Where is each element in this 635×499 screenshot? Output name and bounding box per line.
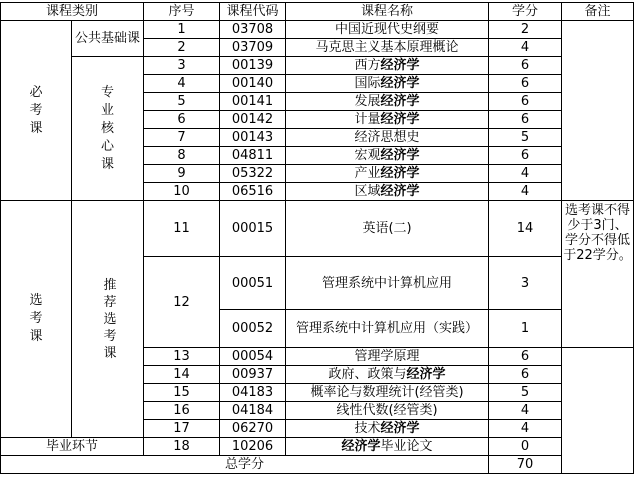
cell-name: 英语(二): [286, 201, 489, 257]
cell-credit: 5: [489, 384, 562, 402]
header-name: 课程名称: [286, 3, 489, 21]
table-row: [1, 438, 634, 456]
cell-credit: 6: [489, 348, 562, 366]
cell-name: 线性代数(经管类): [286, 402, 489, 420]
cell-credit: 6: [489, 75, 562, 93]
cell-credit: 0: [489, 438, 562, 456]
total-label: 总学分: [1, 456, 489, 474]
cell-credit: 4: [489, 165, 562, 183]
cell-no: 10: [144, 183, 220, 201]
cell-name: 政府、政策与经济学: [286, 366, 489, 384]
group-public-basic: 公共基础课: [72, 21, 144, 57]
cell-no: 9: [144, 165, 220, 183]
cell-name: 产业经济学: [286, 165, 489, 183]
cell-name: 马克思主义基本原理概论: [286, 39, 489, 57]
cell-code: 00139: [220, 57, 286, 75]
cell-no: 13: [144, 348, 220, 366]
cell-code: 00054: [220, 348, 286, 366]
cell-no: 7: [144, 129, 220, 147]
cell-credit: 6: [489, 93, 562, 111]
cell-name: 管理系统中计算机应用: [286, 257, 489, 310]
cell-name: 经济学毕业论文: [286, 438, 489, 456]
cell-credit: 2: [489, 21, 562, 39]
cell-code: 03709: [220, 39, 286, 57]
group-graduation: 毕业环节: [1, 438, 144, 456]
cell-name: 发展经济学: [286, 93, 489, 111]
cell-code: 00937: [220, 366, 286, 384]
cell-code: 04811: [220, 147, 286, 165]
header-no: 序号: [144, 3, 220, 21]
cell-code: 03708: [220, 21, 286, 39]
cell-name: 国际经济学: [286, 75, 489, 93]
group-required: 必考课: [1, 21, 72, 201]
table-row: [1, 21, 634, 39]
curriculum-table: [0, 2, 634, 474]
cell-name: 计量经济学: [286, 111, 489, 129]
cell-no: 4: [144, 75, 220, 93]
cell-name: 西方经济学: [286, 57, 489, 75]
cell-name: 概率论与数理统计(经管类): [286, 384, 489, 402]
header-remark: 备注: [562, 3, 634, 21]
cell-credit: 6: [489, 111, 562, 129]
cell-no: 8: [144, 147, 220, 165]
header-category: 课程类别: [1, 3, 144, 21]
total-value: 70: [489, 456, 562, 474]
total-row: [1, 456, 634, 474]
cell-code: 00015: [220, 201, 286, 257]
cell-no: 11: [144, 201, 220, 257]
cell-credit: 4: [489, 420, 562, 438]
cell-credit: 6: [489, 366, 562, 384]
cell-no: 12: [144, 257, 220, 348]
cell-no: 16: [144, 402, 220, 420]
cell-code: 00141: [220, 93, 286, 111]
cell-name: 区域经济学: [286, 183, 489, 201]
cell-credit: 4: [489, 402, 562, 420]
cell-no: 14: [144, 366, 220, 384]
cell-code: 10206: [220, 438, 286, 456]
header-row: [1, 3, 634, 21]
cell-no: 2: [144, 39, 220, 57]
group-recommended: 推荐选考课: [72, 201, 144, 438]
cell-no: 6: [144, 111, 220, 129]
cell-credit: 14: [489, 201, 562, 257]
cell-credit: 4: [489, 39, 562, 57]
cell-name: 管理系统中计算机应用（实践）: [286, 310, 489, 348]
cell-no: 1: [144, 21, 220, 39]
cell-code: 05322: [220, 165, 286, 183]
cell-code: 06516: [220, 183, 286, 201]
cell-code: 04183: [220, 384, 286, 402]
elective-note: 选考课不得少于3门、学分不得低于22学分。: [562, 201, 634, 348]
cell-credit: 4: [489, 183, 562, 201]
group-elective: 选考课: [1, 201, 72, 438]
cell-remark-empty: [562, 348, 634, 474]
table-row: [1, 201, 634, 257]
cell-name: 管理学原理: [286, 348, 489, 366]
cell-credit: 1: [489, 310, 562, 348]
group-major-core: 专业核心课: [72, 57, 144, 201]
cell-no: 18: [144, 438, 220, 456]
header-credit: 学分: [489, 3, 562, 21]
cell-code: 00051: [220, 257, 286, 310]
header-code: 课程代码: [220, 3, 286, 21]
table-row: [1, 57, 634, 75]
cell-no: 5: [144, 93, 220, 111]
cell-credit: 6: [489, 147, 562, 165]
cell-name: 经济思想史: [286, 129, 489, 147]
cell-code: 00143: [220, 129, 286, 147]
cell-code: 04184: [220, 402, 286, 420]
cell-code: 00140: [220, 75, 286, 93]
cell-no: 17: [144, 420, 220, 438]
cell-code: 00142: [220, 111, 286, 129]
cell-code: 06270: [220, 420, 286, 438]
cell-credit: 5: [489, 129, 562, 147]
cell-name: 中国近现代史纲要: [286, 21, 489, 39]
cell-no: 3: [144, 57, 220, 75]
cell-name: 技术经济学: [286, 420, 489, 438]
cell-credit: 3: [489, 257, 562, 310]
cell-remark-empty: [562, 21, 634, 201]
cell-name: 宏观经济学: [286, 147, 489, 165]
cell-code: 00052: [220, 310, 286, 348]
cell-no: 15: [144, 384, 220, 402]
cell-credit: 6: [489, 57, 562, 75]
